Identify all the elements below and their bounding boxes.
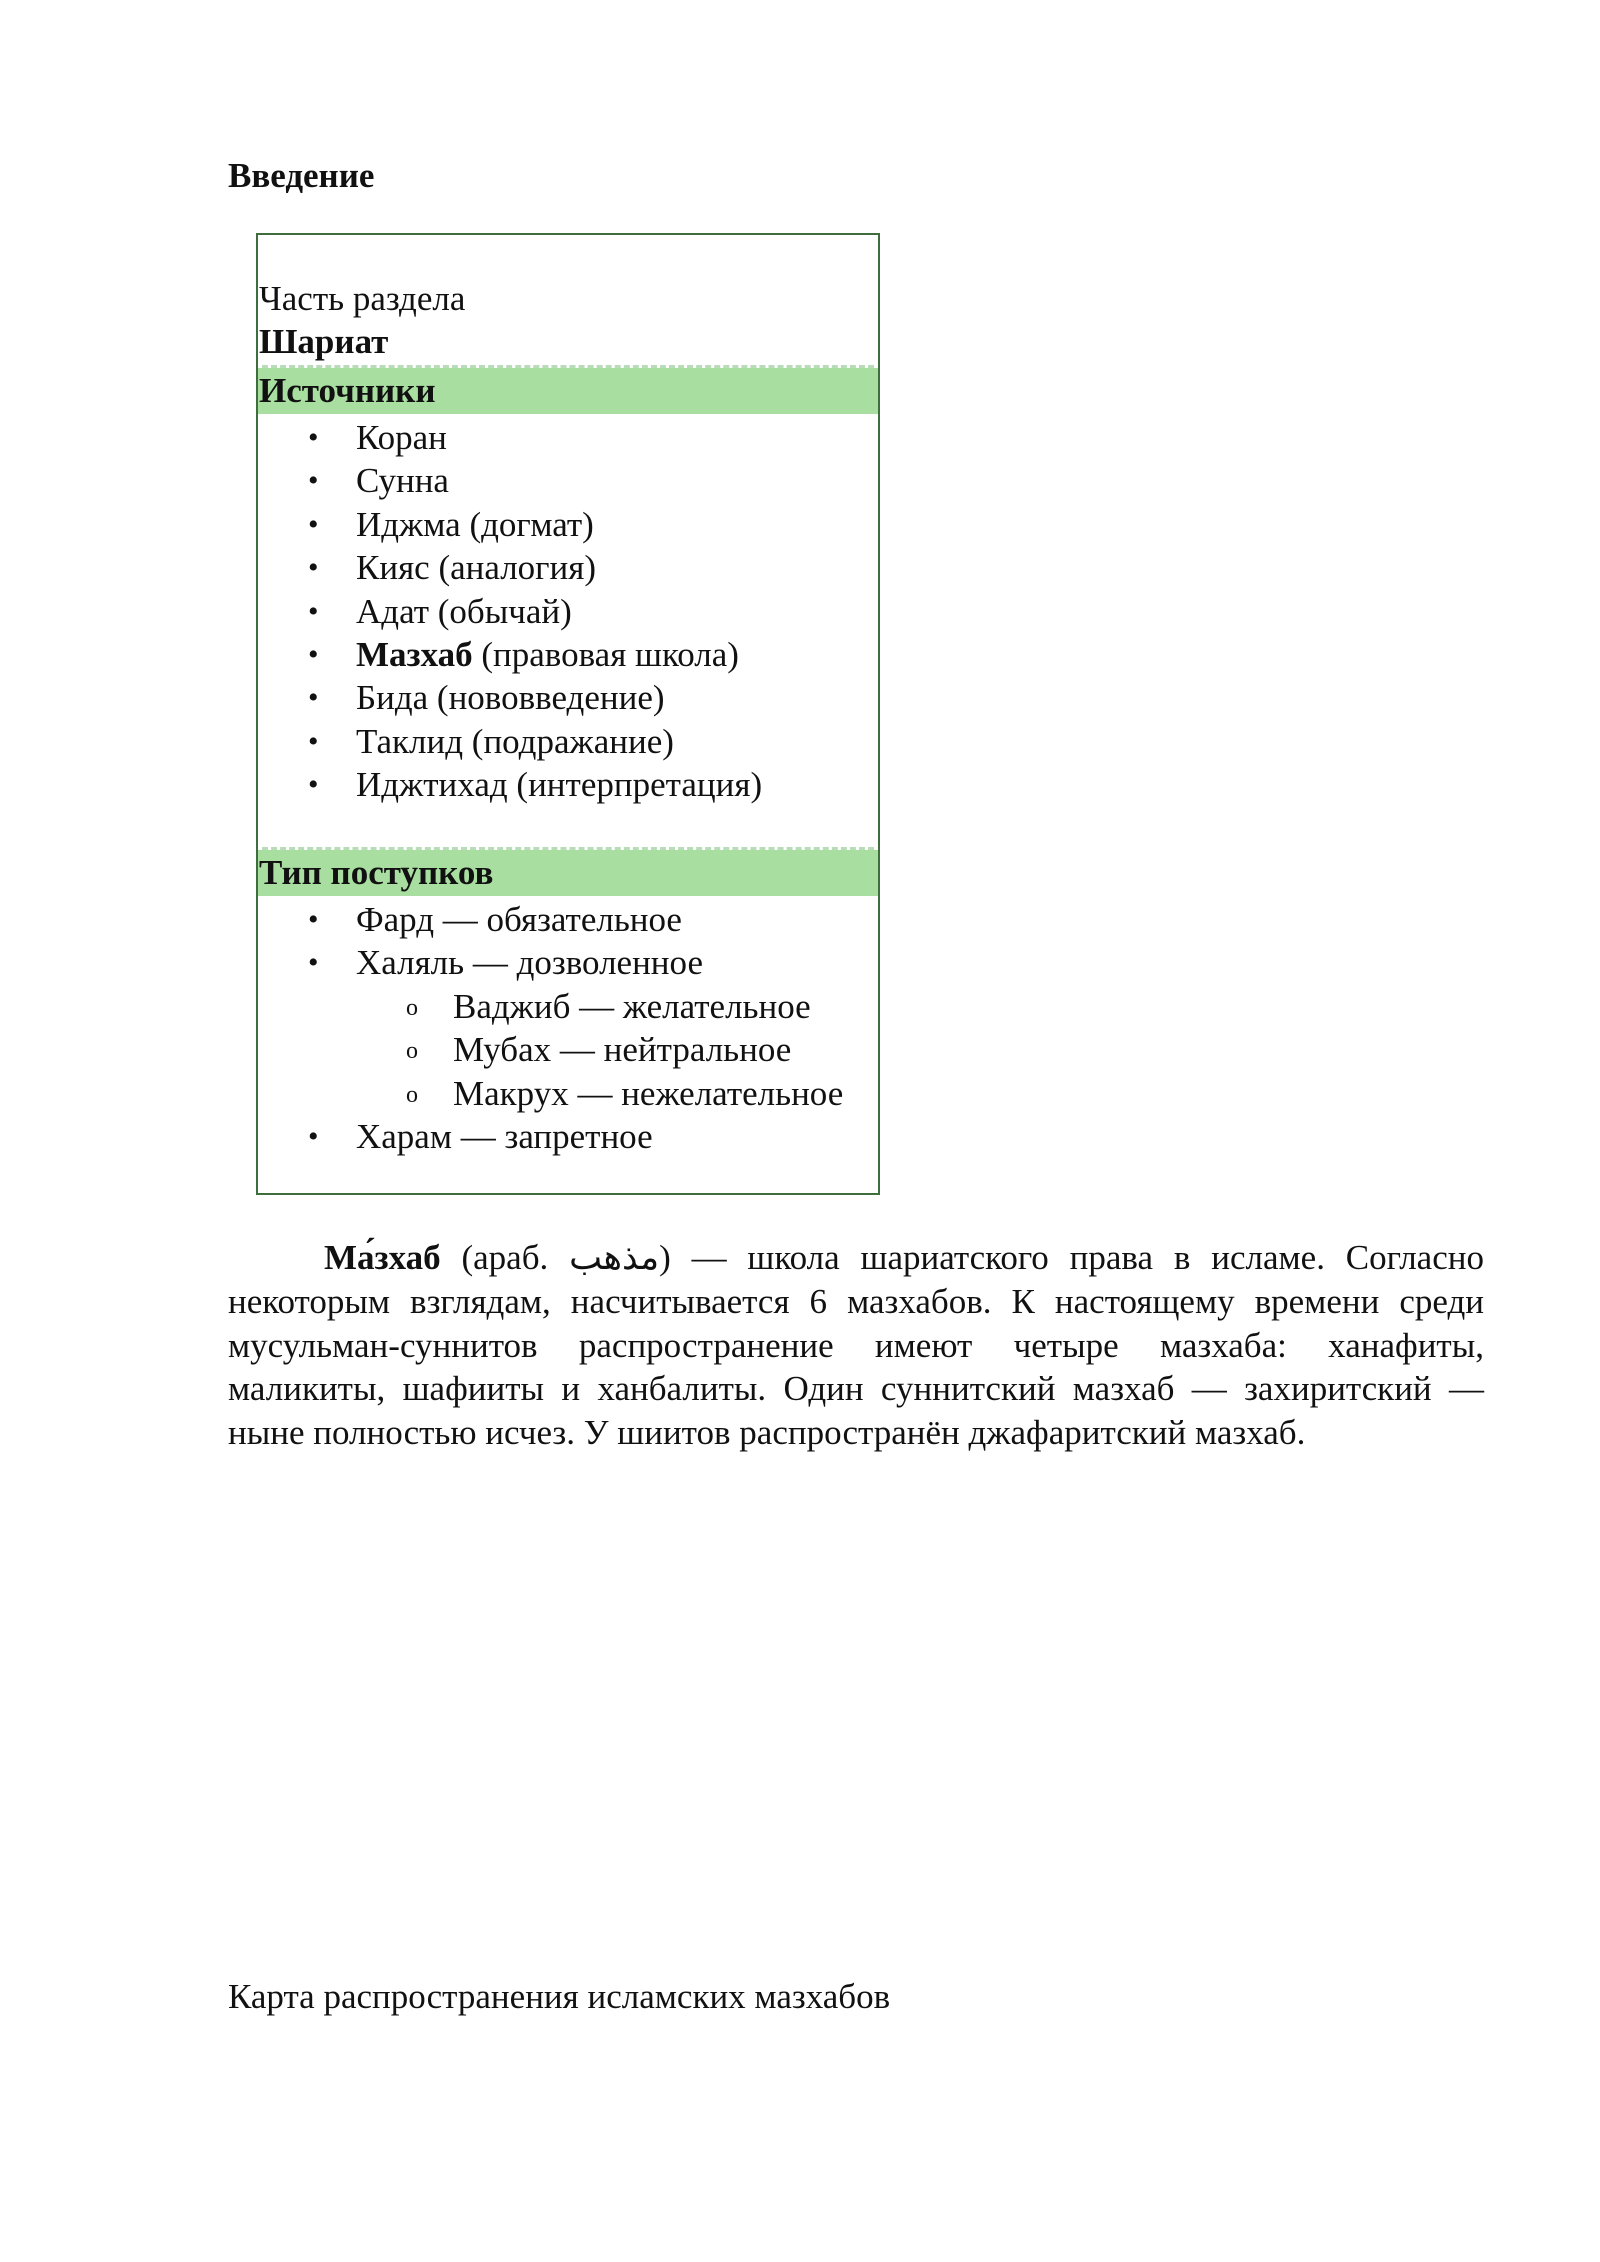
- list-item: • Таклид (подражание): [258, 720, 762, 763]
- sources-header: Источники: [258, 368, 878, 414]
- madhab-paragraph: Ма́зхаб (араб. مذهب) — школа шариатского права в исламе. Согласно некоторым взглядам, насчитывается 6 мазхабов. К настоящему времени среди мусульман-суннитов распространение имеют четыре мазхаба: ханафиты, маликиты, шафииты и ханбалиты. Один суннитский мазхаб — захиритский — ныне полностью исчез. У шиитов распространён джафаритский мазхаб.: [228, 1238, 1484, 1452]
- bullet-icon: •: [308, 551, 319, 585]
- bullet-icon: •: [308, 507, 319, 541]
- list-item: • Иджма (догмат): [258, 503, 762, 546]
- sub-list-item: o Ваджиб — желательное: [258, 985, 843, 1028]
- sub-list-item: o Мубах — нейтральное: [258, 1028, 843, 1071]
- actions-list: [258, 898, 843, 1158]
- bullet-icon: •: [308, 681, 319, 715]
- bullet-icon: •: [308, 724, 319, 758]
- circle-bullet-icon: o: [406, 1038, 418, 1065]
- list-item: • Сунна: [258, 459, 762, 502]
- bullet-icon: •: [308, 946, 319, 980]
- bullet-icon: •: [308, 637, 319, 671]
- list-item: • Коран: [258, 416, 762, 459]
- bullet-icon: •: [308, 421, 319, 454]
- list-item: • Фард — обязательное: [258, 898, 843, 941]
- list-item: • Мазхаб (правовая школа): [258, 633, 762, 676]
- actions-header: Тип поступков: [258, 850, 878, 896]
- sharia-infobox: [256, 233, 880, 1195]
- infobox-title: Шариат: [259, 322, 389, 361]
- list-item: • Иджтихад (интерпретация): [258, 763, 762, 806]
- circle-bullet-icon: o: [406, 1081, 418, 1108]
- arabic-term: مذهب: [569, 1238, 660, 1278]
- map-caption: Карта распространения исламских мазхабов: [228, 1977, 891, 2016]
- infobox-part-of: Часть раздела: [259, 279, 466, 318]
- bullet-icon: •: [308, 464, 319, 498]
- list-item: • Адат (обычай): [258, 590, 762, 633]
- bullet-icon: •: [308, 768, 319, 802]
- sources-list: [258, 416, 762, 807]
- list-item: • Халяль — дозволенное: [258, 941, 843, 984]
- bullet-icon: •: [308, 594, 319, 628]
- list-item: • Кияс (аналогия): [258, 546, 762, 589]
- madhab-term: Ма́зхаб: [324, 1238, 441, 1277]
- bullet-icon: •: [308, 903, 319, 936]
- sub-list-item: o Макрух — нежелательное: [258, 1072, 843, 1115]
- bullet-icon: •: [308, 1119, 319, 1153]
- list-item: • Харам — запретное: [258, 1115, 843, 1158]
- circle-bullet-icon: o: [406, 994, 418, 1021]
- section-heading: Введение: [228, 156, 375, 195]
- list-item: • Бида (нововведение): [258, 676, 762, 719]
